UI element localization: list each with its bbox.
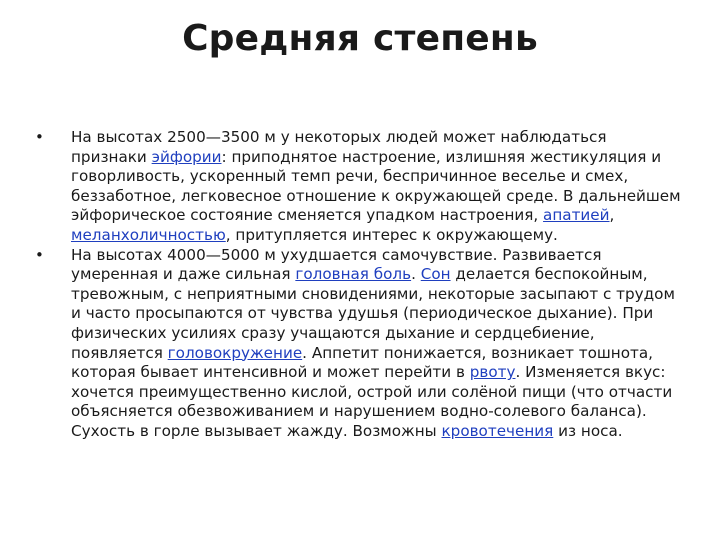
bullet-text: На высотах 2500—3500 м у некоторых людей может наблюдаться признаки bbox=[71, 128, 607, 166]
link-sleep[interactable]: Сон bbox=[420, 265, 451, 284]
link-headache[interactable]: головная боль bbox=[295, 265, 412, 284]
bullet-text: , притупляется интерес к окружающему. bbox=[225, 225, 558, 244]
bullet-text: : приподнятое настроение, излишняя жестикуляция и говорливость, ускоренный темп речи, беспричинное веселье и смех, беззаботное, легковесное отношение к окружающей среде. В дальнейшем эйфорическое состояние сменяется упадком настроения, bbox=[71, 147, 681, 225]
bullet-text: из носа. bbox=[553, 421, 623, 440]
bullet-item bbox=[35, 246, 687, 442]
link-bleeding[interactable]: кровотечения bbox=[441, 421, 554, 440]
bullet-text: делается беспокойным, тревожным, с неприятными сновидениями, некоторые засыпают с трудом и часто просыпаются от чувства удушья (периодическое дыхание). При физических усилиях сразу учащаются дыхание и сердцебиение, появляется bbox=[71, 265, 675, 362]
bullet-text: . Аппетит понижается, возникает тошнота, которая бывает интенсивной и может перейти в bbox=[71, 343, 654, 382]
bullet-text: . Изменяется вкус: хочется преимущественно кислой, острой или солёной пищи (что отчасти объясняется обезвоживанием и нарушением водно-солевого баланса). Сухость в горле вызывает жажду. Возможны bbox=[71, 363, 673, 440]
bullet-list bbox=[35, 128, 687, 442]
link-dizziness[interactable]: головокружение bbox=[167, 343, 303, 362]
bullet-item bbox=[35, 128, 687, 246]
link-apathy[interactable]: апатией bbox=[543, 206, 610, 225]
link-vomiting[interactable]: рвоту bbox=[469, 363, 516, 382]
bullet-icon: • bbox=[35, 245, 44, 264]
link-melancholy[interactable]: меланхоличностью bbox=[71, 225, 226, 244]
link-euphoria[interactable]: эйфории bbox=[151, 147, 222, 166]
bullet-icon: • bbox=[35, 128, 44, 146]
bullet-text: . bbox=[411, 265, 421, 284]
bullet-text: На высотах 4000—5000 м ухудшается самочувствие. Развивается умеренная и даже сильная bbox=[71, 245, 602, 284]
slide-title: Средняя степень bbox=[182, 18, 538, 59]
bullet-text: , bbox=[609, 206, 615, 225]
